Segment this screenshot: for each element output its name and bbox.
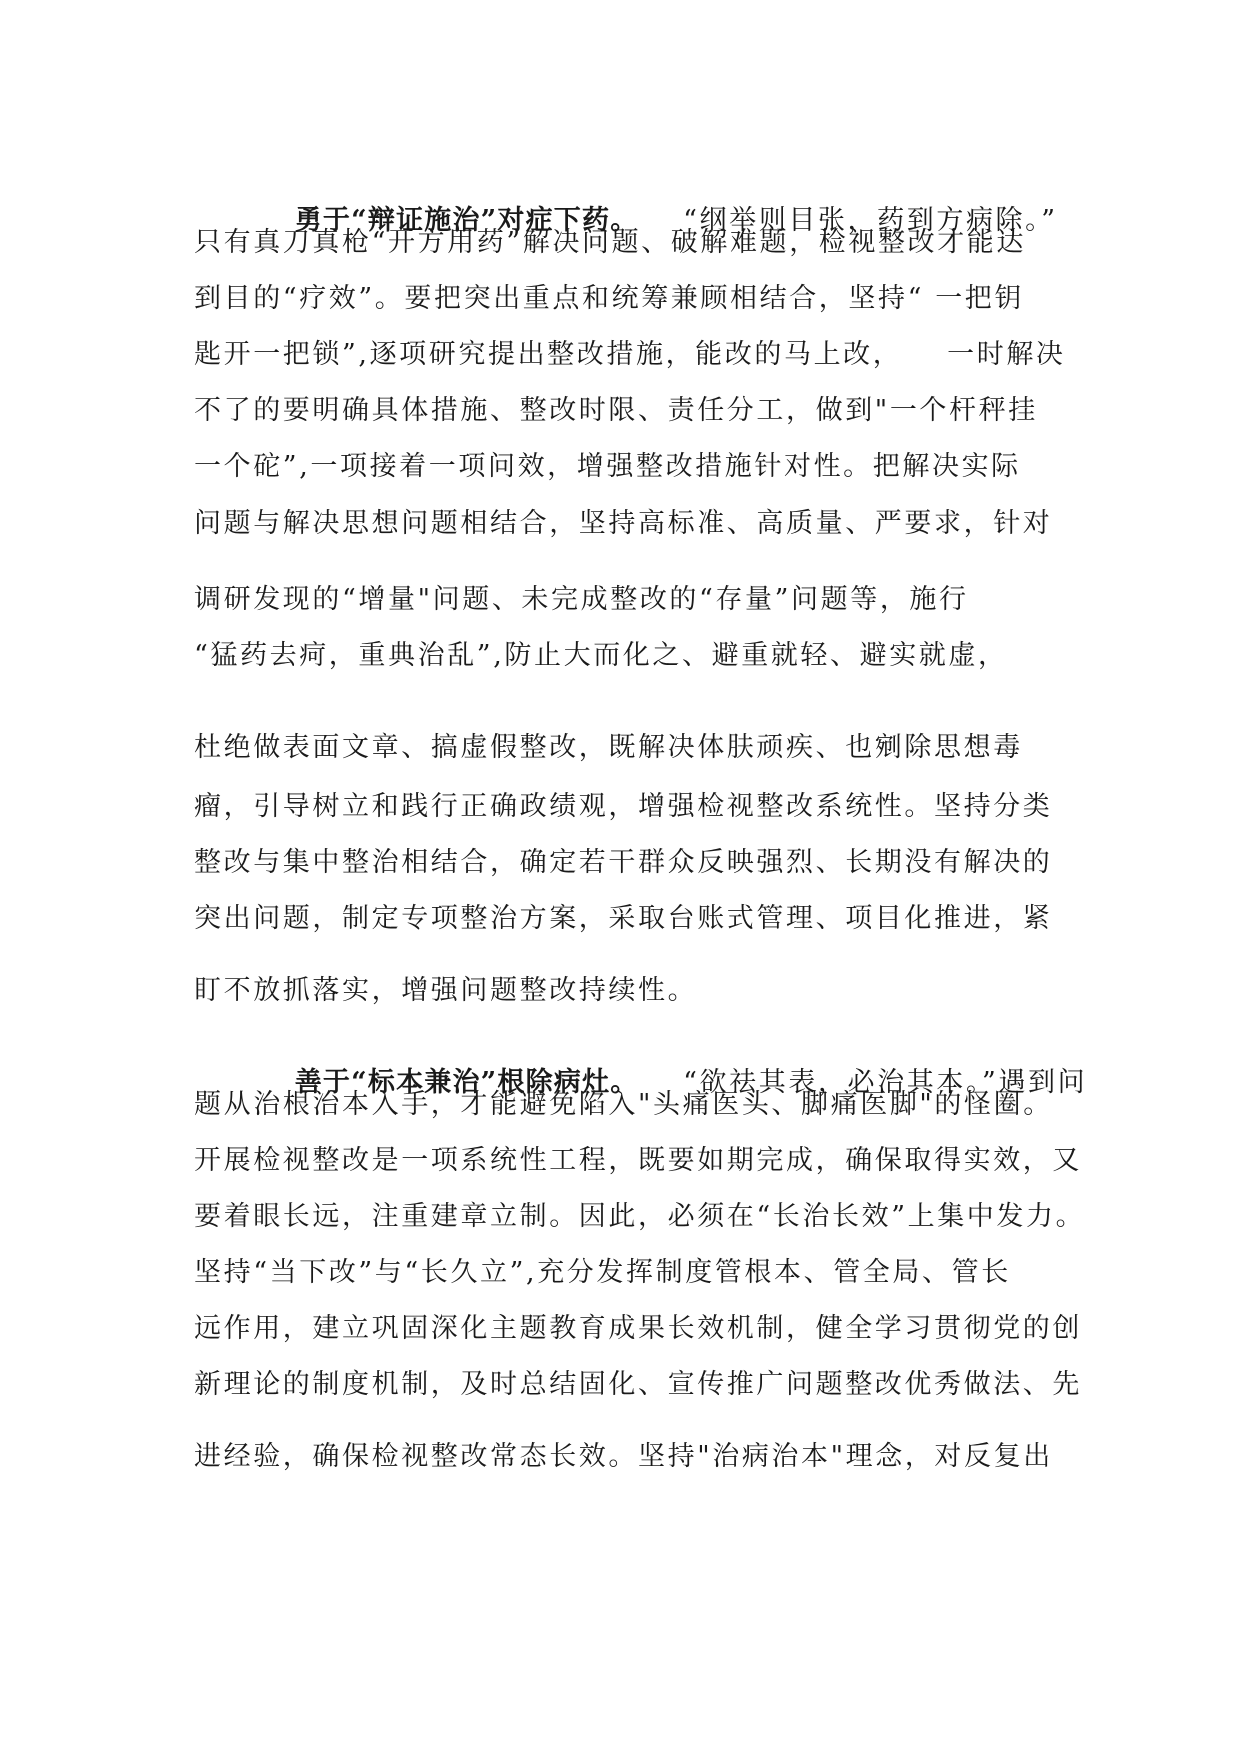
paragraph-line: 突出问题，制定专项整治方案，采取台账式管理、项目化推进，紧	[194, 903, 1053, 934]
paragraph-line: 调研发现的“增量"问题、未完成整改的“存量”问题等，施行	[194, 584, 969, 615]
paragraph-line: 只有真刀真枪“开方用药”解决问题、破解难题，检视整改才能达	[194, 227, 1027, 258]
paragraph-text: “欲祛其表，必治其本。”遇到问	[638, 1067, 1088, 1098]
paragraph-line: 瘤，引导树立和践行正确政绩观，增强检视整改系统性。坚持分类	[194, 791, 1053, 822]
paragraph-line: 杜绝做表面文章、搞虚假整改，既解决体肤顽疾、也剜除思想毒	[194, 732, 1023, 763]
paragraph-line: 坚持“当下改”与“长久立”,充分发挥制度管根本、管全局、管长	[194, 1257, 1011, 1288]
paragraph-line: 匙开一把锁”,逐项研究提出整改措施，能改的马上改， 一时解决	[194, 339, 1066, 370]
paragraph-line: 问题与解决思想问题相结合，坚持高标准、高质量、严要求，针对	[194, 508, 1053, 539]
paragraph-line: 要着眼长远，注重建章立制。因此，必须在“长治长效”上集中发力。	[194, 1201, 1086, 1232]
section-heading: 勇于“辩证施治”对症下药。	[294, 205, 639, 236]
paragraph-line: 不了的要明确具体措施、整改时限、责任分工，做到"一个杆秤挂	[194, 395, 1038, 426]
paragraph-line: 新理论的制度机制，及时总结固化、宣传推广问题整改优秀做法、先	[194, 1369, 1082, 1400]
paragraph-line: 远作用，建立巩固深化主题教育成果长效机制，健全学习贯彻党的创	[194, 1313, 1082, 1344]
paragraph-line: “猛药去疴，重典治乱”,防止大而化之、避重就轻、避实就虚，	[194, 640, 1008, 671]
paragraph-line: 进经验，确保检视整改常态长效。坚持"治病治本"理念，对反复出	[194, 1441, 1053, 1472]
paragraph-line: 一个砣”,一项接着一项问效，增强整改措施针对性。把解决实际	[194, 451, 1021, 482]
paragraph-line: 开展检视整改是一项系统性工程，既要如期完成，确保取得实效，又	[194, 1145, 1082, 1176]
paragraph-line: 到目的“疗效”。要把突出重点和统筹兼顾相结合，坚持“ 一把钥	[194, 283, 1024, 314]
paragraph-line: 题从治根治本入手，才能避免陷入"头痛医头、脚痛医脚"的怪圈。	[194, 1089, 1053, 1120]
paragraph-text: “纲举则目张，药到方病除。”	[638, 205, 1058, 236]
section-heading: 善于“标本兼治”根除病灶。	[294, 1067, 639, 1098]
paragraph-line: 整改与集中整治相结合，确定若干群众反映强烈、长期没有解决的	[194, 847, 1053, 878]
paragraph-line: 盯不放抓落实，增强问题整改持续性。	[194, 975, 698, 1006]
